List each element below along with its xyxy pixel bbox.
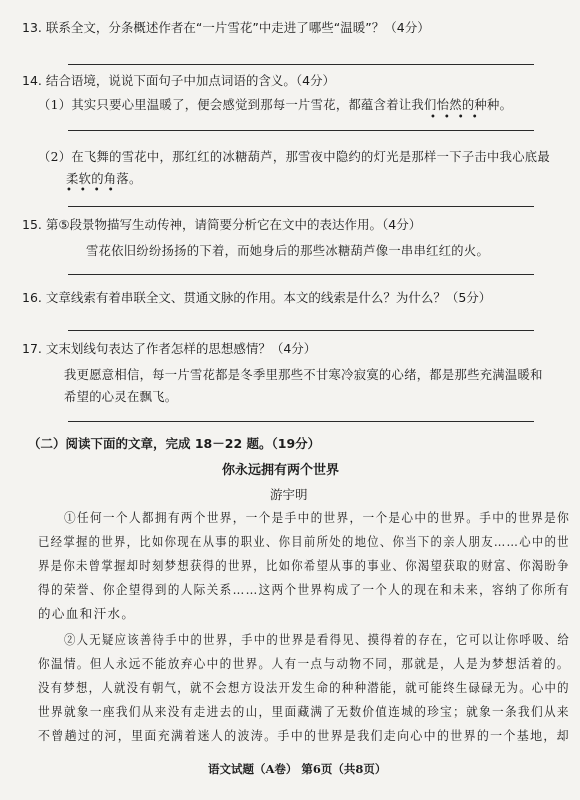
article-author: 游宇明 (270, 487, 308, 502)
question-17: 17. 文末划线句表达了作者怎样的思想感情？（4分） (22, 341, 317, 356)
passage-line: 已经掌握的世界，比如你现在从事的职业、你目前所处的地位、你当下的亲人朋友……心中的世 (38, 534, 570, 549)
passage-line: 世界就象一座我们从来没有走进去的山，里面藏满了无数价值连城的珍宝；就象一条我们从来 (38, 704, 570, 719)
question-13: 13. 联系全文，分条概述作者在“一片雪花”中走进了哪些“温暖”？（4分） (22, 20, 430, 35)
answer-line (68, 421, 534, 422)
passage-line: 没有梦想，人就没有朝气，就不会想方设法开发生命的种种潜能，就可能终生碌碌无为。心中的 (38, 680, 570, 695)
answer-line (68, 130, 534, 131)
answer-line (68, 274, 534, 275)
answer-line (68, 330, 534, 331)
question-14: 14. 结合语境，说说下面句子中加点词语的含义。（4分） (22, 73, 336, 88)
question-17-quote-line-2: 希望的心灵在飘飞。 (64, 390, 178, 404)
question-16: 16. 文章线索有着串联全文、贯通文脉的作用。本文的线索是什么？为什么？（5分） (22, 290, 492, 305)
question-14-item-1: （1）其实只要心里温暖了，便会感觉到那每一片雪花，都蕴含着让我们怡然的种种。 (38, 98, 513, 112)
passage-line: 界是你未曾掌握却时刻梦想获得的世界，比如你希望从事的事业、你渴望获取的财富、你渴盼争 (38, 558, 570, 573)
passage-line: 不曾趟过的河，里面充满着迷人的波涛。手中的世界是我们走向心中的世界的一个基地，却 (38, 728, 570, 743)
passage-line: 你温情。但人永远不能放弃心中的世界。人有一点与动物不同，那就是，人是为梦想活着的。 (38, 656, 570, 671)
question-14-item-2-line-1: （2）在飞舞的雪花中，那红红的冰糖葫芦，那雪夜中隐约的灯光是那样一下子击中我心底最 (38, 150, 550, 164)
question-15-quote: 雪花依旧纷纷扬扬的下着，而她身后的那些冰糖葫芦像一串串红红的火。 (86, 244, 490, 258)
section-heading: （二）阅读下面的文章，完成 18－22 题。（19分） (28, 436, 321, 451)
answer-line (68, 64, 534, 65)
page-footer: 语文试题（A卷） 第6页（共8页） (208, 762, 387, 776)
question-14-item-2-line-2: 柔软的角落。 (66, 172, 142, 186)
passage-line: 的心血和汗水。 (38, 606, 136, 621)
passage-line: 得的荣誉、你企望得到的人际关系……这两个世界构成了一个人的现在和未来，容纳了你所有 (38, 582, 570, 597)
passage-line: ①任何一个人都拥有两个世界，一个是手中的世界，一个是心中的世界。手中的世界是你 (64, 510, 571, 525)
passage-line: ②人无疑应该善待手中的世界，手中的世界是看得见、摸得着的存在，它可以让你呼吸、给 (64, 632, 571, 647)
answer-line (68, 206, 534, 207)
article-title: 你永远拥有两个世界 (222, 463, 340, 478)
emphasis-dots: •••• (66, 185, 122, 196)
question-15: 15. 第⑤段景物描写生动传神，请简要分析它在文中的表达作用。（4分） (22, 217, 422, 232)
question-17-quote-line-1: 我更愿意相信，每一片雪花都是冬季里那些不甘寒冷寂寞的心绪，都是那些充满温暖和 (64, 368, 543, 382)
emphasis-dots: •••• (430, 112, 486, 123)
